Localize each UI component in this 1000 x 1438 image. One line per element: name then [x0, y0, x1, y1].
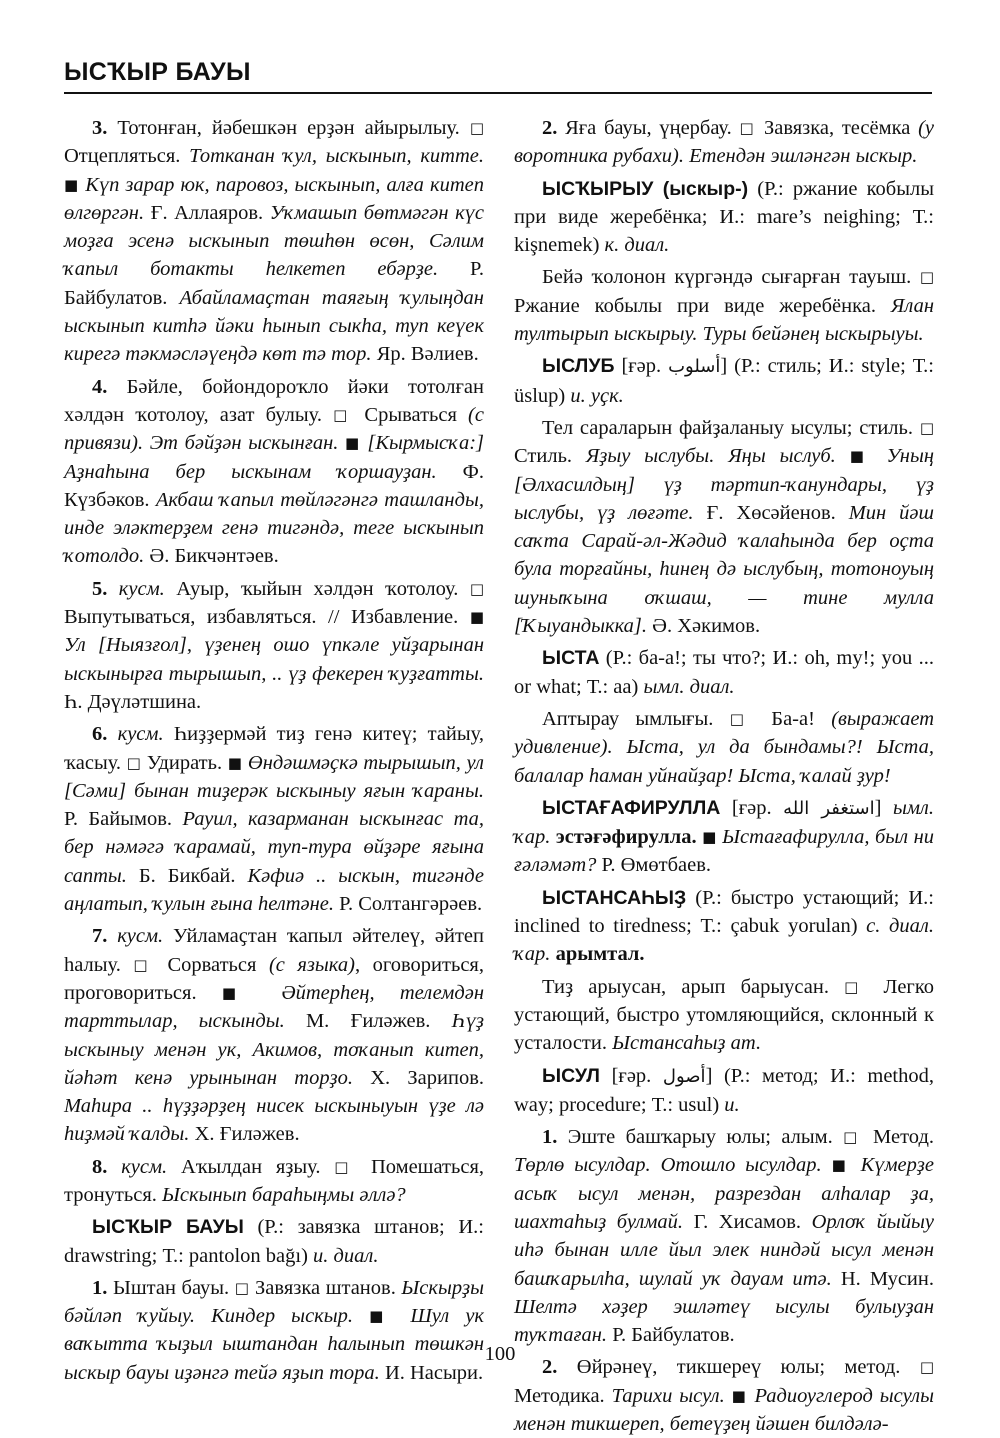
entry-paragraph — [514, 973, 934, 1058]
italic-text: Кәфиә .. ыскын, тигәнде аңлатып, ҡулын ғына һелтәне. — [64, 864, 485, 916]
square-filled-icon: ■ — [702, 828, 717, 847]
text-run: Г. Хисамов. — [683, 1210, 812, 1233]
text-run: Удирать. — [141, 751, 228, 774]
right-column — [514, 114, 934, 1438]
text-run: [ғәр. — [720, 796, 784, 819]
italic-text: кусм. — [117, 723, 164, 746]
text-run: И. Насыри. — [379, 1361, 484, 1384]
square-filled-icon: ■ — [849, 447, 873, 466]
headword: ЫСҠЫРЫУ (ыскыр-) — [542, 177, 749, 200]
text-run: Р. Солтангәрәев. — [334, 893, 483, 916]
italic-text: Күмерҙе асыҡ ысул менән, разрездан алһалар ҙа, шахтаһыҙ булмай. — [514, 1154, 934, 1233]
text-run: , оговориться, проговориться. — [64, 953, 484, 1004]
sense-number: 4. — [92, 375, 108, 398]
text-run — [822, 1154, 832, 1176]
italic-text: Ялан тултырып ыскырыу. Туры бейәнең ыскырыуы. — [514, 294, 934, 346]
text-run: Х. Зарипов. — [352, 1066, 485, 1089]
entry-paragraph — [64, 114, 484, 369]
text-run: Эште башҡарыу юлы; алым. — [567, 1126, 844, 1149]
square-outline-icon: □ — [843, 1128, 863, 1147]
sense-number: 1. — [92, 1276, 108, 1299]
entry-paragraph — [64, 575, 484, 716]
dictionary-entry — [514, 644, 934, 701]
text-run: Өйрәнеү, тикшереү юлы; метод. — [576, 1356, 920, 1379]
sense-number: 3. — [92, 117, 108, 139]
text-run: Б. Бикбай. — [126, 864, 248, 887]
italic-text: Һүҙ ыскыныу менән ук, Акимов, тоҡанып китеп, йәһәт кенә урынынан торҙо. — [64, 1010, 484, 1089]
italic-text: Ыстағафирулла, был ни ғәләмәт? — [514, 826, 934, 877]
text-run — [725, 1385, 732, 1407]
running-head: ЫСҠЫР БАУЫ — [64, 58, 251, 86]
entry-paragraph — [514, 414, 934, 640]
header-rule — [64, 92, 932, 94]
entry-paragraph — [514, 114, 934, 171]
dictionary-entry — [514, 884, 934, 969]
italic-text: с. диал. ҡар. — [514, 915, 934, 966]
italic-text: Әйтерһең, телемдән тарттылар, ыскынды. — [64, 981, 484, 1033]
italic-text: Шелтә хәҙер эшләтеү ысулы булыуҙан туҡтаған. — [514, 1295, 934, 1347]
bold-crossref: эстәғәфирулла. — [555, 826, 697, 849]
bold-crossref: арымтал. — [555, 943, 645, 966]
headword: ЫСТА — [542, 647, 600, 670]
text-run: Бәйле, бойондороҡло йәки тотолған хәлдән ҡотолоу, азат булыу. — [64, 375, 484, 426]
text-run: Яға бауы, үңербау. — [565, 117, 740, 139]
arabic-etymon: أصول — [662, 1065, 706, 1087]
italic-text: кусм. — [117, 925, 164, 948]
text-run: Х. Ғиләжев. — [189, 1123, 300, 1146]
sense-number: 7. — [92, 925, 108, 948]
text-run: Помешаться, тронуться. — [64, 1155, 484, 1206]
text-run: (Р.: завязка штанов; И.: drawstring; Т.: pantolon bağı) — [64, 1216, 484, 1267]
text-run: Завязка, тесёмка — [756, 117, 919, 139]
italic-text: Уның [Әлхасилдың] үҙ тәртип-ҡанундары, үҙ ыслубы, үҙ лөғәте. — [514, 445, 935, 524]
sense-number: 8. — [92, 1155, 108, 1178]
square-outline-icon: □ — [844, 977, 869, 996]
italic-text: и. уҫк. — [570, 384, 624, 407]
square-outline-icon: □ — [126, 753, 142, 772]
sense-number: 1. — [542, 1126, 558, 1149]
text-run: Р. Байбулатов. — [64, 258, 484, 309]
text-run: Яр. Вәлиев. — [371, 343, 479, 366]
text-run: Выпутываться, избавляться. // Избавление. — [64, 606, 470, 629]
text-run: Ф. Күзбәков. — [64, 460, 484, 511]
italic-text: [Кырмысҡа:] Аҙнаһына бер ыскынам ҡоршауҙан. — [64, 432, 485, 483]
text-run: Методика. — [514, 1384, 612, 1407]
entry-paragraph — [64, 1274, 484, 1387]
text-run: Р. Байбулатов. — [607, 1324, 735, 1347]
text-run: Бейә ҡолонон күргәндә сығарған тауыш. — [542, 266, 920, 289]
text-run: [ғәр. — [614, 355, 669, 378]
headword: ЫСТАНСАҺЫҘ — [542, 886, 687, 909]
square-filled-icon: ■ — [64, 175, 80, 194]
text-run: ] — [874, 796, 893, 819]
text-run: ] (Р.: метод; И.: method, way; procedure; Т.: usul) — [514, 1064, 934, 1116]
italic-text: Мин йәш саҡта Сарай-әл-Жәдид ҡалаһында бер оҫта була торғайны, һинең дә ыслубың, тотоноуың шуныҡына оҡшаш, — тине мулла [Ҡыуандыкка]. — [514, 501, 934, 638]
italic-text: кусм. — [121, 1155, 168, 1178]
entry-paragraph — [64, 720, 484, 918]
arabic-etymon: استغفر الله — [783, 797, 875, 819]
italic-text: Тарихи ысул. — [611, 1384, 725, 1407]
text-run: Метод. — [862, 1126, 934, 1149]
entry-paragraph — [64, 373, 484, 571]
square-outline-icon: □ — [919, 1358, 935, 1377]
square-filled-icon: ■ — [221, 983, 257, 1002]
italic-text: ымл. диал. — [643, 675, 735, 698]
square-outline-icon: □ — [334, 1157, 358, 1176]
text-run — [873, 445, 887, 467]
italic-text: (у воротника рубахи). Етендән эшләнгән ыскыр. — [514, 117, 934, 168]
text-run: Ржание кобылы при виде жеребёнка. — [514, 294, 891, 317]
text-run: Срываться — [353, 403, 469, 426]
italic-text: Радиоуглерод ысулы менән тикшереп, бетеүҙең йәшен билдәлә- — [514, 1384, 935, 1436]
square-filled-icon: ■ — [731, 1386, 748, 1405]
headword: ЫСУЛ — [542, 1064, 600, 1087]
text-run: (Р.: ржание кобылы при виде жеребёнка; И.: mare’s neighing; Т.: kişnemek) — [514, 177, 934, 257]
italic-text: Ул [Ныязғол], үҙенең ошо үпкәле уйҙарынан ыскынырға тырышып, .. үҙ фекерен ҡуҙғатты. — [64, 634, 484, 685]
italic-text: Яҙыу ыслубы. Яңы ыслуб. — [585, 445, 836, 468]
text-run: ] (Р.: стиль; И.: style; Т.: üslup) — [514, 355, 934, 407]
square-filled-icon: ■ — [345, 434, 361, 453]
square-outline-icon: □ — [469, 579, 485, 598]
text-run: (Р.: ба-а!; ты что?; И.: oh, my!; you ... or what; Т.: aa) — [514, 647, 934, 698]
italic-text: Маһира .. һүҙҙәрҙең нисек ыскыныуын үҙе лә һиҙмәй ҡалды. — [64, 1095, 484, 1146]
italic-text: ымл. ҡар. — [514, 796, 934, 849]
square-filled-icon: ■ — [369, 1307, 395, 1326]
entry-paragraph — [64, 922, 484, 1148]
text-run: Ба-а! — [755, 707, 832, 730]
text-run: Аптырау ымлығы. — [542, 707, 730, 730]
dictionary-entry — [64, 1213, 484, 1270]
headword: ЫСЛУБ — [542, 355, 615, 378]
text-run: Һ. Дәүләтшина. — [64, 690, 202, 713]
text-run: Отцепляться. — [64, 145, 190, 168]
sense-number: 6. — [92, 723, 108, 746]
dictionary-entry — [514, 352, 934, 410]
italic-text: Күп зарар юк, паровоз, ыскынып, алға китеп өлгөргән. — [64, 173, 484, 224]
square-outline-icon: □ — [133, 955, 155, 974]
text-run: Аҡылдан яҙыу. — [167, 1155, 335, 1178]
dictionary-entry — [514, 794, 934, 880]
text-run: Стиль. — [514, 445, 586, 468]
entry-paragraph — [514, 263, 934, 348]
entry-paragraph — [514, 1353, 934, 1438]
text-run: Сорваться — [154, 953, 269, 976]
text-run: М. Ғиләжев. — [284, 1010, 452, 1033]
italic-text: Өндәшмәҫкә тырышып, ул [Сәми] бынан тиҙерәк ыскыныу яғын ҡараны. — [64, 751, 484, 802]
text-run: (Р.: быстро устающий; И.: inclined to tiredness; Т.: çabuk yorulan) — [514, 886, 934, 938]
italic-text: к. диал. — [604, 234, 670, 257]
text-run: Ыштан бауы. — [112, 1276, 235, 1299]
italic-text: Абайламаҫтан таяғың ҡулыңдан ыскынып китһә йәки һынып сыкһа, туп кеүек кирегә тәкмәсләүеңдә көт тә тор. — [64, 286, 484, 366]
square-outline-icon: □ — [919, 268, 934, 287]
italic-text: Уҡмашып бөтмәгән күс моҙға эсенә ыскынып төшһөн өсөн, Сәлим ҡапыл ботакты һелкетеп ебәрҙе. — [64, 201, 485, 281]
square-outline-icon: □ — [234, 1278, 250, 1297]
text-run: Ғ. Аллаяров. — [144, 201, 270, 224]
entry-paragraph — [64, 1153, 484, 1210]
italic-text: Акбаш ҡапыл төйләгәнгә ташланды, инде эләктерҙем генә тигәндә, теге ыскынып ҡотолдо. — [64, 488, 484, 568]
entry-paragraph — [514, 705, 934, 790]
italic-text: Тотканан ҡул, ыскынып, китте. — [189, 145, 484, 168]
text-run: Тел сараларын файҙаланыу ысулы; стиль. — [542, 416, 920, 439]
left-column — [64, 114, 484, 1387]
text-run: [ғәр. — [600, 1064, 663, 1087]
text-run: Тиҙ арыусан, арып барыусан. — [542, 975, 845, 998]
sense-number: 5. — [92, 577, 108, 600]
square-filled-icon: ■ — [831, 1156, 851, 1175]
italic-text: Шул ук ваҡытта ҡыҙыл ыштандан һалынып төшкән ыскыр бауы иҙәнгә тейә яҙып тора. — [64, 1305, 485, 1384]
text-run: Ә. Бикчәнтәев. — [144, 545, 279, 568]
text-run: Тотонған, йәбешкән ерҙән айырылыу. — [117, 117, 470, 139]
text-run: Һиҙҙермәй тиҙ генә китеү; тайыу, ҡасыу. — [64, 723, 484, 774]
square-filled-icon: ■ — [469, 608, 484, 627]
text-run — [836, 445, 850, 467]
headword: ЫСТАҒАФИРУЛЛА — [542, 796, 721, 819]
text-run — [353, 1305, 369, 1327]
italic-text: (с языка) — [268, 953, 355, 976]
text-run: Уйламаҫтан ҡапыл әйтелеү, әйтеп һалыу. — [64, 925, 484, 976]
italic-text: (с привязи). Эт бәйҙән ыскынған. — [64, 403, 484, 455]
arabic-etymon: أسلوب — [668, 356, 721, 378]
italic-text: и. — [724, 1093, 740, 1116]
text-run — [851, 1154, 861, 1176]
square-outline-icon: □ — [919, 418, 934, 437]
sense-number: 2. — [542, 1356, 558, 1379]
italic-text: Ыскынып бараһыңмы әллә? — [162, 1183, 406, 1206]
text-run: Ауыр, ҡыйын хәлдән ҡотолоу. — [164, 577, 470, 600]
page-number: 100 — [484, 1343, 516, 1365]
square-filled-icon: ■ — [227, 753, 243, 772]
italic-text: Рауил, казарманан ыскынғас та, бер нәмәгә ҡарамай, туп-тура өйҙәре яғына сапты. — [64, 808, 485, 887]
text-run — [394, 1305, 410, 1327]
italic-text: (выражает удивление). Ыста, ул да бындамы?! Ыста, балалар һаман уйнайҙар! Ыста, ҡалай ҙур! — [514, 707, 934, 787]
italic-text: Төрлө ысулдар. Отошло ысулдар. — [514, 1154, 822, 1177]
square-outline-icon: □ — [469, 119, 485, 137]
square-outline-icon: □ — [739, 119, 757, 137]
italic-text: Ыскырҙы бәйләп ҡуйыу. Киндер ыскыр. — [64, 1276, 485, 1328]
sense-number: 2. — [542, 117, 558, 139]
text-run: Ә. Хәкимов. — [647, 615, 761, 638]
text-run — [256, 982, 281, 1004]
italic-text: кусм. — [118, 577, 165, 600]
text-run: Н. Мусин. — [831, 1267, 934, 1290]
text-run: Завязка штанов. — [249, 1276, 402, 1299]
italic-text: Ыстансаһыҙ ат. — [612, 1032, 762, 1055]
text-run: Легко устающий, быстро утомляющийся, склонный к усталости. — [514, 975, 934, 1055]
headword: ЫСҠЫР БАУЫ — [92, 1216, 244, 1239]
square-outline-icon: □ — [333, 405, 354, 424]
italic-text: Орлоҡ йыйыу иһә бынан илле йыл элек ниндәй ысул менән башҡарылһа, шулай уҡ дауам итә. — [514, 1210, 935, 1290]
dictionary-entry — [514, 175, 934, 260]
text-run: Р. Өмөтбаев. — [596, 854, 712, 877]
text-run: Ғ. Хөсәйенов. — [693, 501, 849, 524]
italic-text: и. диал. — [313, 1244, 379, 1267]
square-outline-icon: □ — [729, 709, 756, 728]
entry-paragraph — [514, 1123, 934, 1349]
text-run: Р. Байымов. — [64, 808, 183, 831]
dictionary-entry — [514, 1062, 934, 1120]
